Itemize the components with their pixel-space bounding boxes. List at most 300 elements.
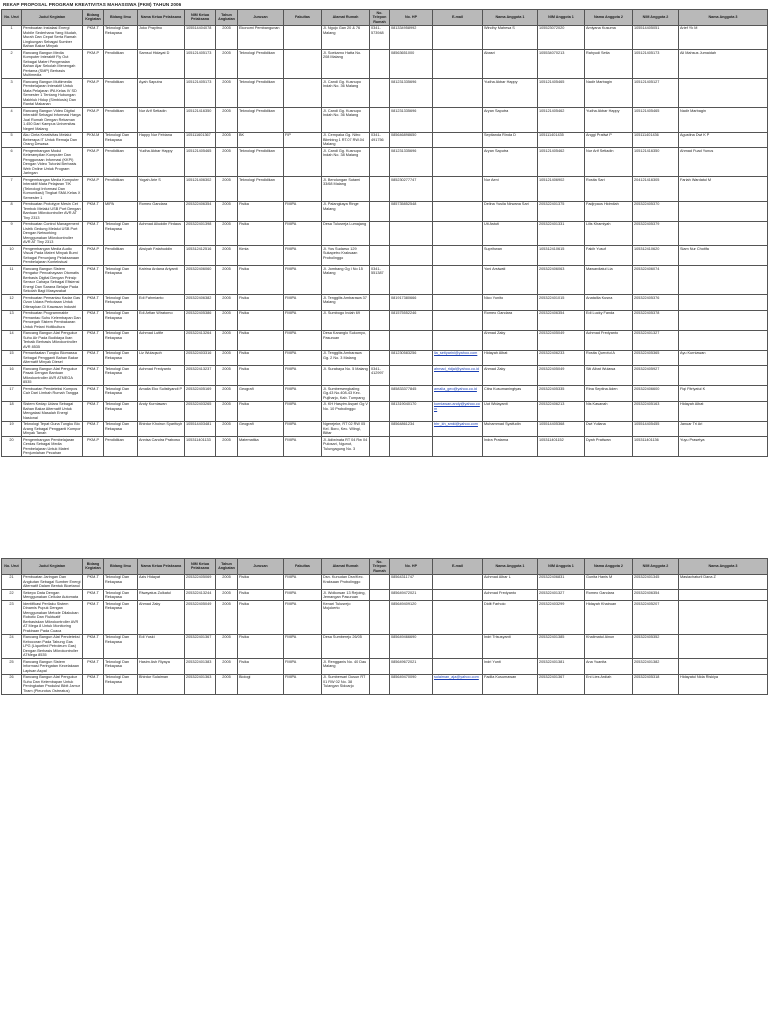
- table-cell: Rancang Bangun Alat Pendeteksi Kebocoran Pada Tabung Gas LPG (Liquefied Petroleum Gas) Dengan Berbasis Mikrokontroller ATMega 8535: [22, 634, 83, 659]
- table-cell: Ayu Kurniawan: [679, 350, 768, 366]
- table-cell: PKM-T: [83, 201, 104, 221]
- table-cell: Khalimatul Ainun: [585, 634, 633, 659]
- table-cell: 085649672021: [390, 659, 433, 675]
- table-cell: Jl. Ngujo Gan 20 & 76 Malang: [322, 25, 370, 50]
- table-cell: [370, 386, 390, 402]
- table-cell: Nur Arif Setiadin: [138, 108, 185, 133]
- table-cell: Ahmad Fuad Yunus: [679, 148, 768, 177]
- column-header: Nama Ketua Pelaksana: [138, 10, 185, 26]
- table-cell[interactable]: kurniawan.andy@yahoo.com: [433, 401, 483, 421]
- table-cell: PKM-T: [83, 25, 104, 50]
- table-cell: 2005: [216, 295, 238, 311]
- table-cell: [433, 201, 483, 221]
- table-cell: Geografi: [238, 421, 284, 437]
- table-cell: 205322401363: [185, 674, 216, 694]
- table-cell[interactable]: sulaiman_aja@yahoo.com: [433, 674, 483, 694]
- table-cell: 081917380666: [390, 295, 433, 311]
- table-cell: [370, 659, 390, 675]
- table-cell: [433, 330, 483, 350]
- table-cell: [433, 246, 483, 266]
- table-cell: [390, 266, 433, 295]
- table-cell: Hasim Ash Riyaya: [138, 659, 185, 675]
- table-cell: Jl. Sumbersengkaling Gg.43 No.408-43 Kec. Pujiharjo, Kab. Tumpang: [322, 386, 370, 402]
- table-cell[interactable]: lia_setiyarini@yahoo.com: [433, 350, 483, 366]
- table-cell: Dyah Pratiwan: [585, 437, 633, 457]
- table-cell: Fiqi Fitriyatul K: [679, 386, 768, 402]
- table-cell: 2005: [216, 601, 238, 635]
- table-cell: Dsn. Kunudan Dsn/Kec. Kraksaan Probolinggo: [322, 574, 370, 590]
- column-header: NIM Anggota 2: [633, 559, 679, 575]
- table-row: [2, 295, 768, 311]
- table-cell: Jl. Adiwinata RT 04 Rw 04 Pulosari, Ngunut, Tulungagung No. 3: [322, 437, 370, 457]
- table-cell: Abasri: [483, 50, 538, 79]
- table-cell: PKM-T: [83, 634, 104, 659]
- table-cell: Delina Yusila Nirwana Sari: [483, 201, 538, 221]
- table-cell: Identifikasi Perilaku Sistem Dinamis Pupuk Dengan Menggunakan Metode Dilakukan Robotic Dan Fluktuatif Berbasiskan Mikrokontroller AVR AT Mega 8 Untuk Monitoring Prakiraan Pada Cuaca: [22, 601, 83, 635]
- table-cell: Nadir Marbagin: [679, 108, 768, 133]
- table-cell: [284, 108, 322, 133]
- table-cell: Ngerejeke, RT 02 RW 05 Kel. Boro, Kec. Wlingi, Blitar: [322, 421, 370, 437]
- table-cell: [390, 366, 433, 386]
- table-cell: Jl. Candi Gg. Kusnupo Indah No. 38 Malang: [322, 148, 370, 177]
- table-cell: FMIPA: [284, 221, 322, 246]
- table-row: [2, 148, 768, 177]
- table-cell: 105121405462: [538, 148, 585, 177]
- table-cell: Teknologi Dan Rekayasa: [104, 674, 138, 694]
- table-cell: 205322406060: [185, 266, 216, 295]
- column-header: NIM Anggota 1: [538, 10, 585, 26]
- table-cell: Fisika: [238, 266, 284, 295]
- table-cell: Matematika: [238, 437, 284, 457]
- table-cell: [370, 674, 390, 694]
- table-cell: 205322406600: [633, 386, 679, 402]
- table-cell: 2: [2, 50, 22, 79]
- table-cell: Geografi: [238, 386, 284, 402]
- table-cell: Uut Widayanti: [483, 401, 538, 421]
- table-cell: 205322405049: [538, 366, 585, 386]
- table-cell: [390, 221, 433, 246]
- table-cell: 2005: [216, 148, 238, 177]
- table-cell: 0341-573948: [370, 25, 390, 50]
- table-cell: [284, 25, 322, 50]
- table-cell: 205322405378: [633, 310, 679, 330]
- table-cell: Nadir Marbagin: [585, 79, 633, 108]
- table-cell: [679, 295, 768, 311]
- table-cell: Yudha Akbar Happy: [483, 79, 538, 108]
- column-header: Nama Anggota 1: [483, 559, 538, 575]
- table-cell: Achmad Aliuddin Firdaus: [138, 221, 185, 246]
- table-cell: Teknologi Dan Rekayasa: [104, 295, 138, 311]
- table-cell: 0341-412997: [370, 366, 390, 386]
- table-cell: PKM-T: [83, 421, 104, 437]
- table-cell: Hidayah Khairuan: [585, 601, 633, 635]
- table-row: [2, 366, 768, 386]
- table-cell: [679, 201, 768, 221]
- table-cell: 23: [2, 601, 22, 635]
- table-cell: Rancang Bangun Alat Pengukur Pasak Dengan Bantuan Mikrokontroller AVR ATMEGA 8535: [22, 366, 83, 386]
- table-cell: 105121405462: [538, 108, 585, 133]
- table-cell: Teknologi Dan Rekayasa: [104, 266, 138, 295]
- table-cell: Nur Arif Setiadin: [585, 148, 633, 177]
- table-cell: Pendidikan: [104, 437, 138, 457]
- table-cell: Citra Kusumaningtyas: [483, 386, 538, 402]
- table-cell: 08564861234: [390, 421, 433, 437]
- table-cell: Pembuatan Programmable Pemantau Suhu Kelembapan Dan Pencegah Sistem Pembakaran Untuk Petani Holtikultura: [23, 311, 81, 329]
- table-cell: 2005: [216, 659, 238, 675]
- table-cell: Jl. Jombang Gg I No 15 Malang: [322, 266, 370, 295]
- table-cell: BK: [238, 132, 284, 148]
- table-cell: [679, 79, 768, 108]
- table-cell: [370, 221, 390, 246]
- table-cell: 081231335696: [390, 108, 433, 133]
- table-cell: FMIPA: [284, 310, 322, 330]
- table-cell: Jl. Wolkowan 13 Rejoing, Jemangan Pasuruan: [322, 590, 370, 601]
- table-row: [2, 674, 768, 694]
- table-cell: 081230583256: [390, 350, 433, 366]
- table-cell: 105121405173: [185, 79, 216, 108]
- table-cell: [370, 421, 390, 437]
- table-cell: [679, 634, 768, 659]
- table-cell: 19: [2, 421, 22, 437]
- table-cell: 205322406233: [538, 350, 585, 366]
- table-cell: [433, 108, 483, 133]
- table-cell: [433, 177, 483, 202]
- table-cell: Pengembangan Pembelajaran Cerdas Sebagai Media Pembelajaran Untuk Materi Penjumlahan Pecahan: [22, 437, 83, 457]
- table-cell: 18: [2, 401, 22, 421]
- table-cell: PKM-T: [83, 659, 104, 675]
- table-cell: 205322405163: [633, 401, 679, 421]
- table-cell: Jl. KH Hasyim Asyari Gg V No. 10 Probolinggo: [322, 401, 370, 421]
- table-cell: FMIPA: [284, 634, 322, 659]
- table-cell: Fisika: [238, 601, 284, 635]
- table-cell: 085230277747: [390, 177, 433, 202]
- table-cell: Ahmad Zaky: [483, 366, 538, 386]
- table-cell: PKM-P: [83, 148, 104, 177]
- table-cell: Teknologi Dan Rekayasa: [104, 659, 138, 675]
- table-cell[interactable]: ahmad_ridjal@yahoo.co.id: [433, 366, 483, 386]
- table-cell: PKM-T: [83, 590, 104, 601]
- column-header: No. Telepon Rumah: [370, 559, 390, 575]
- table-cell: 205322406213: [538, 401, 585, 421]
- table-cell: 4: [2, 108, 22, 133]
- table-cell: 205322405049: [538, 330, 585, 350]
- table-cell: Fisika: [238, 201, 284, 221]
- table-cell: Amalia Eko Sulistiyandi P: [138, 386, 185, 402]
- column-header: Jurusan: [238, 559, 284, 575]
- table-cell: PKM-T: [83, 601, 104, 635]
- table-cell: 081319040170: [390, 401, 433, 421]
- table-cell: [390, 437, 433, 457]
- table-cell: Teknologi Dan Rekayasa: [104, 366, 138, 386]
- table-cell: 3: [2, 79, 22, 108]
- column-header: Alamat Rumah: [322, 559, 370, 575]
- table-row: [2, 25, 768, 50]
- table-cell: 085735852548: [390, 201, 433, 221]
- table-cell: 105121405127: [633, 79, 679, 108]
- table-cell: Siam Nur Chotifa: [679, 246, 768, 266]
- table-cell: [370, 246, 390, 266]
- table-cell: Teknologi Dan Rekayasa: [104, 330, 138, 350]
- table-cell: Uti Astuti: [483, 221, 538, 246]
- column-header: Judul Kegiatan: [22, 10, 83, 26]
- table-cell: Aryan Saputra: [483, 148, 538, 177]
- table-cell: 105523072020: [538, 25, 585, 50]
- column-header: No. Telepon Rumah: [370, 10, 390, 26]
- table-cell: Pendidikan: [104, 50, 138, 79]
- table-cell[interactable]: amalia_geo@yahoo.co.id: [433, 386, 483, 402]
- table-cell: FMIPA: [284, 201, 322, 221]
- table-cell: Windhy Mahesa S: [483, 25, 538, 50]
- table-cell: 11: [2, 266, 22, 295]
- table-cell: 105121405173: [185, 50, 216, 79]
- table-cell: Rancang Bangun Alat Pengukur Suhu Dan Kelembapan Untuk Peningkatan Produksi Bibit Jamur Tiram (Pleurotus Ostreatus): [22, 674, 83, 694]
- table-cell: 105111401435: [538, 132, 585, 148]
- table-cell: Edi Arfian Wiratomo: [138, 310, 185, 330]
- table-cell: PKM-T: [83, 221, 104, 246]
- table-row: [2, 421, 768, 437]
- table-row: [2, 50, 768, 79]
- table-row: [2, 108, 768, 133]
- table-cell: Fisika: [238, 401, 284, 421]
- table-cell: Teknologi Dan Rekayasa: [104, 401, 138, 421]
- table-cell: 2005: [216, 574, 238, 590]
- table-cell: Rancang Bangun Media Komputer Interaktif Fly Out Sebagai Materi Pengenalan Bahan Ajar Sekolah Menengah Pertama (SMP) Berbasis Multimedia: [22, 50, 83, 79]
- column-header: Nama Ketua Pelaksana: [138, 559, 185, 575]
- table-cell: Biologi: [238, 674, 284, 694]
- table-cell: FMIPA: [284, 574, 322, 590]
- table-cell: Jl. Candi Gg. Kusnupo Indah No. 36 Malang: [322, 108, 370, 133]
- table-cell: Fisika: [238, 310, 284, 330]
- table-cell: Achmad Fredyanto: [585, 330, 633, 350]
- table-cell: Jl. Surabaya No. 5 Malang: [322, 366, 370, 386]
- column-header: E-mail: [433, 559, 483, 575]
- table-cell: 2005: [216, 221, 238, 246]
- table-cell: [370, 590, 390, 601]
- table-cell: Muhammad Syaifudin: [483, 421, 538, 437]
- table-cell: Jl. Rengganis No. 40 Dau Malang: [322, 659, 370, 675]
- column-header: No. HP: [390, 10, 433, 26]
- page-title: REKAP PROPOSAL PROGRAM KREATIVITAS MAHASISWA (PKM) TAHUN 2006: [3, 2, 182, 7]
- table-cell: [284, 50, 322, 79]
- table-cell: 8: [2, 201, 22, 221]
- table-cell: Pengembangan Modul Keterampilan Komputer Dan Penggunaan Informasi (KKPI) Dengan Video Tutorial Berbasis Web Online Untuk Program Jaringan: [22, 148, 83, 177]
- table-cell: 205322406831: [538, 574, 585, 590]
- table-cell: Dwi Yuliana: [585, 421, 633, 437]
- column-header: Tahun Angkatan: [216, 10, 238, 26]
- table-cell: Kenari Tulusrejo Mojokerto: [322, 601, 370, 635]
- table-cell: PKM-T: [83, 350, 104, 366]
- table-cell: 2005: [216, 25, 238, 50]
- table-cell: 085833377845: [390, 386, 433, 402]
- table-cell: Rancang Bangun Sistem Informasi Peringatan Kecelakaan Lapisan Aspal: [22, 659, 83, 675]
- table-cell: Achmad Fredyanto: [138, 366, 185, 386]
- table-cell: 0341-491756: [370, 132, 390, 148]
- table-cell: Yudha Akbar Happy: [585, 108, 633, 133]
- table-cell: 105312410620: [633, 246, 679, 266]
- table-cell: 205322405379: [633, 221, 679, 246]
- table-cell: 105121405173: [633, 50, 679, 79]
- table-cell: Pemanfaatan Tungku Biomassa Sebagai Pengganti Bahan Bakar Alternatif Minyak Diesel: [22, 350, 83, 366]
- column-header: Alamat Rumah: [322, 10, 370, 26]
- table-cell: [370, 108, 390, 133]
- table-cell: [433, 79, 483, 108]
- table-cell: PKM-P: [83, 79, 104, 108]
- column-header: Nama Anggota 3: [679, 559, 768, 575]
- table-cell: [284, 148, 322, 177]
- table-cell: Andy Kurniawan: [138, 401, 185, 421]
- table-cell[interactable]: bhr_kh_smkl@yahoo.com: [433, 421, 483, 437]
- table-cell: [370, 310, 390, 330]
- table-cell: 6: [2, 148, 22, 177]
- table-cell: Fisika: [238, 574, 284, 590]
- table-cell: [370, 295, 390, 311]
- table-cell: Yudha Akbar Happy: [138, 148, 185, 177]
- table-cell: PKM-T: [83, 330, 104, 350]
- table-cell: 0341-551387: [370, 266, 390, 295]
- table-cell: 1: [2, 25, 22, 50]
- table-cell: Ana Yuanita: [585, 659, 633, 675]
- table-cell: Fakih Yusuf: [585, 246, 633, 266]
- column-header: Bidang Ilmu: [104, 559, 138, 575]
- table-cell: 16: [2, 366, 22, 386]
- table-cell: 2005: [216, 386, 238, 402]
- column-header: Bidang Ilmu: [104, 10, 138, 26]
- proposal-table-page-2: [1, 558, 767, 695]
- table-cell: [433, 50, 483, 79]
- table-cell: Pembuatan Pendeteksi Kompos Cair Dari Limbah Rumah Tangga: [22, 386, 83, 402]
- table-cell: 2005: [216, 266, 238, 295]
- table-cell: Ekonomi Pembangunan: [238, 25, 284, 50]
- table-cell: Katrina Ardana Ariyanti: [138, 266, 185, 295]
- table-cell: PKM-P: [83, 177, 104, 202]
- table-cell: FMIPA: [284, 401, 322, 421]
- table-cell: 105111601367: [185, 132, 216, 148]
- table-cell: Fisika: [238, 221, 284, 246]
- table-cell: Ayah Saputra: [138, 79, 185, 108]
- table-cell: Aku Cinta Kreativitas Melalui Beberapa IT Untuk Remaja Dan Orang Dewasa: [22, 132, 83, 148]
- table-cell: 105534070213: [538, 50, 585, 79]
- table-cell: Eni Lies Ardiah: [585, 674, 633, 694]
- table-row: [2, 266, 768, 295]
- table-cell: PKM-P: [83, 246, 104, 266]
- table-cell: Teknologi Tepat Guna Tungku Bio Arang Sebagai Pengganti Kompor Minyak Tanah: [23, 422, 81, 435]
- table-cell: Achmad Lutfie: [138, 330, 185, 350]
- table-cell: 085649409120: [390, 601, 433, 635]
- table-cell: Azis Hidayat: [138, 574, 185, 590]
- table-cell: [679, 659, 768, 675]
- table-cell: Maslachaturli Dana Z: [679, 574, 768, 590]
- table-cell: Agustina Dwi K P: [679, 132, 768, 148]
- table-cell: 205322401383: [185, 659, 216, 675]
- table-cell: [433, 25, 483, 50]
- table-cell: Jl. Tenggilis Ambarawa 37 Malang: [322, 295, 370, 311]
- table-cell: [433, 574, 483, 590]
- column-header: NIM Ketua Pelaksana: [185, 559, 216, 575]
- table-cell: Teknologi Dan Rekayasa: [104, 590, 138, 601]
- table-cell: Teknologi Pendidikan: [238, 50, 284, 79]
- table-cell: 105121405465: [185, 148, 216, 177]
- table-cell: [433, 437, 483, 457]
- table-cell: Teknologi Dan Rekayasa: [104, 350, 138, 366]
- table-cell: 2005: [216, 634, 238, 659]
- table-row: [2, 177, 768, 202]
- table-cell: FMIPA: [284, 330, 322, 350]
- table-cell: PKM-P: [83, 50, 104, 79]
- table-cell: Nur Aeni: [483, 177, 538, 202]
- table-cell: [679, 366, 768, 386]
- table-cell: 2005: [216, 246, 238, 266]
- column-header: NIM Anggota 1: [538, 559, 585, 575]
- table-cell: [433, 295, 483, 311]
- table-cell: 105312412516: [185, 246, 216, 266]
- table-cell: Amiyana Kusuma: [585, 25, 633, 50]
- table-cell: FMIPA: [284, 246, 322, 266]
- table-cell: Rina Septina Aden: [585, 386, 633, 402]
- table-cell: Achmad Fredyanto: [483, 590, 538, 601]
- table-cell: 105121405465: [633, 108, 679, 133]
- table-cell: Sekepo Data Dengan Menggunakan Cellular Automata: [22, 590, 83, 601]
- table-cell: Yogah Arie S: [138, 177, 185, 202]
- table-cell: PKM-T: [83, 674, 104, 694]
- table-cell: [433, 132, 483, 148]
- table-cell: Kimia: [238, 246, 284, 266]
- table-cell: Pendidikan: [104, 177, 138, 202]
- table-cell: FMIPA: [284, 295, 322, 311]
- column-header: Bidang Kegiatan: [83, 10, 104, 26]
- table-cell: Jl. Yos Sudarso 129 Sukapetro Kraksaan Probolinggo: [322, 246, 370, 266]
- table-cell: [370, 148, 390, 177]
- table-cell: Teknologi Pendidikan: [238, 79, 284, 108]
- table-cell: 2005: [216, 50, 238, 79]
- table-cell: Fadjrpaus Hidmilah: [585, 201, 633, 221]
- table-cell: 204121416305: [633, 177, 679, 202]
- column-header: No. HP: [390, 559, 433, 575]
- table-cell: Pembuatan Instalasi Energi Mobile Sederhana Yang Mudah, Murah Dan Cepat Serta Ramah Lingkungan Sebagai Sumber Bahan Bakar Minyak: [22, 25, 83, 50]
- table-cell: [433, 659, 483, 675]
- table-cell: 20: [2, 437, 22, 457]
- table-cell: Achmad Albar L: [483, 574, 538, 590]
- table-cell: [370, 50, 390, 79]
- table-cell: Septianda Rinda D: [483, 132, 538, 148]
- table-row: [2, 330, 768, 350]
- table-cell: Pengembangan Media Komputer Interaktif Mata Pelajaran TIK (Teknologi Informasi Dan Komunikasi) Tingkat SMA Kelas X Semester 1: [22, 177, 83, 202]
- column-header: Nama Anggota 1: [483, 10, 538, 26]
- table-row: [2, 246, 768, 266]
- table-cell: 205322413244: [185, 590, 216, 601]
- table-cell: Fisika: [238, 366, 284, 386]
- table-cell: Teknologi Dan Rekayasa: [104, 25, 138, 50]
- table-cell: Annisa Candra Prabowo: [138, 437, 185, 457]
- table-cell: Jl. Bendungan Sutami 33/68 Malang: [322, 177, 370, 202]
- table-cell: 2005: [216, 421, 238, 437]
- table-cell: Jl. Sumbersari Dusun RT 01 RW 02 No. 38 Tulangan Sidoarjo: [322, 674, 370, 694]
- table-cell: Jl. Candi Gg. Kusnupo Indah No. 36 Malang: [322, 79, 370, 108]
- table-cell: 10: [2, 246, 22, 266]
- table-cell: Jl. Tenggilis Ambarawa Gg. 2 No. 3 Malang: [322, 350, 370, 366]
- table-cell: [433, 590, 483, 601]
- table-cell: 205322406074: [633, 266, 679, 295]
- table-cell: 12: [2, 295, 22, 311]
- table-cell: FMIPA: [284, 421, 322, 437]
- table-cell: Fadila Kusumawan: [483, 674, 538, 694]
- table-cell: Fariah Wardatul M: [679, 177, 768, 202]
- table-cell: 105121406902: [538, 177, 585, 202]
- table-cell: Teknologi Dan Rekayasa: [104, 310, 138, 330]
- table-cell: Anggi Pratiwi P: [585, 132, 633, 148]
- table-cell: 105121406302: [185, 177, 216, 202]
- table-cell: 2005: [216, 437, 238, 457]
- table-cell: Desa Tulusreja Lumajang: [322, 221, 370, 246]
